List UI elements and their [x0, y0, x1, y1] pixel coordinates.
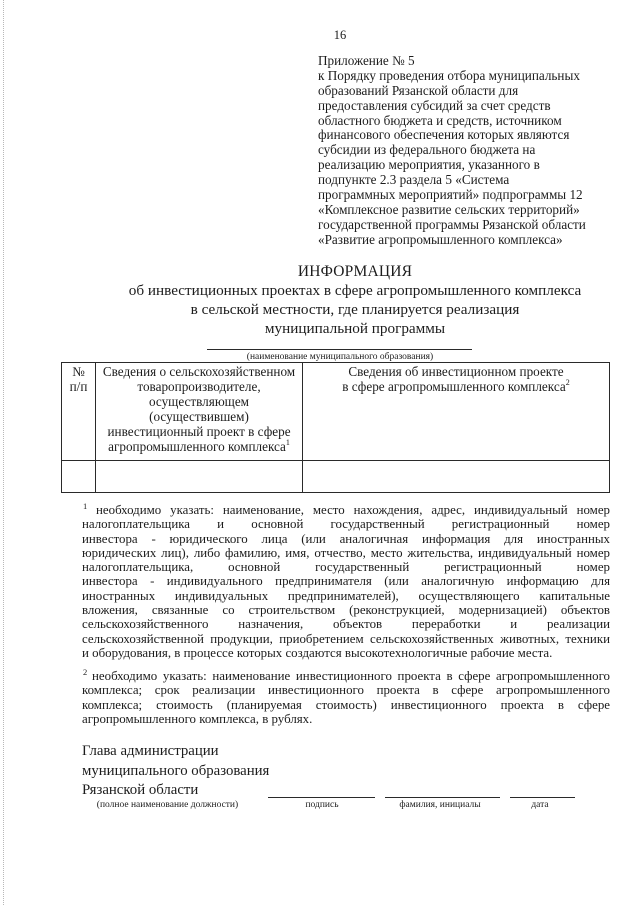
footnote-line: налогоплательщика, основной государственный регистрационный номер [82, 560, 610, 575]
footnote-marker: 1 [83, 501, 88, 511]
info-table [61, 362, 610, 493]
footnote-line: вложения, связанные со строительством (реконструкцией, модернизацией) объектов [82, 603, 610, 618]
header-line-with-ref [305, 379, 607, 394]
signature-block [82, 742, 269, 801]
name-underline [385, 797, 500, 798]
footnote-line: комплекса; срок реализации инвестиционного проекта в сфере агропромышленного [82, 683, 610, 698]
date-underline [510, 797, 575, 798]
appendix-line: образований Рязанской области для [318, 82, 519, 98]
title-line: в сельской местности, где планируется реализация [190, 300, 520, 318]
footnote-1 [82, 503, 610, 660]
table-cell [96, 461, 303, 493]
table-cell [303, 461, 610, 493]
footnote-2 [82, 669, 610, 726]
footnote-line: сельскохозяйственной продукции, приобретением сельскохозяйственных животных, техники [82, 631, 610, 646]
footnote-line: иностранных индивидуальных предпринимателей), осуществляющего капитальные [82, 588, 610, 603]
signature-underline [268, 797, 375, 798]
header-line: (осуществившем) [149, 409, 249, 425]
footnote-line: инвестора - индивидуального предпринимателя (или аналогичную информацию для [82, 574, 610, 589]
caption-date: дата [531, 800, 549, 810]
appendix-title: Приложение № 5 [318, 53, 415, 68]
signature-position-line: Глава администрации [82, 743, 219, 759]
appendix-line: областного бюджета и средств, источником [318, 112, 562, 128]
scan-edge-line [3, 0, 4, 905]
header-line-with-ref [98, 439, 300, 454]
header-line: п/п [69, 379, 88, 395]
footnote-line: необходимо указать: наименование инвестиционного проекта в сфере агропромышленного [92, 669, 610, 683]
table-cell [62, 461, 96, 493]
appendix-line: реализацию мероприятия, указанного в [318, 157, 540, 173]
appendix-line: «Комплексное развитие сельских территорий» [318, 201, 580, 217]
footnote-line: комплекса; стоимость (планируемая стоимость) инвестиционного проекта в сфере [82, 697, 610, 712]
footnote-line: необходимо указать: наименование, место нахождения, адрес, индивидуальный номер [96, 503, 610, 517]
footnote-line: и оборудования, в процессе которых создаются высокотехнологичные рабочие места. [82, 645, 553, 660]
footnote-line: инвестора - юридического лица (или аналогичная информация для иностранных [82, 531, 610, 546]
municipality-name-field [207, 349, 472, 350]
appendix-line: «Развитие агропромышленного комплекса» [318, 231, 563, 247]
footnote-line: налогоплательщика и основной государственный регистрационный номер [82, 517, 610, 532]
appendix-line: предоставления субсидий за счет средств [318, 97, 551, 113]
header-cell-producer [96, 363, 303, 461]
appendix-line: программных мероприятий» подпрограммы 12 [318, 187, 583, 203]
header-cell-project [303, 363, 610, 461]
header-cell-number [62, 363, 96, 461]
header-line: № [72, 364, 85, 379]
appendix-line: финансового обеспечения которых являются [318, 127, 570, 143]
header-line: осуществляющем [148, 394, 250, 410]
table-row [62, 461, 610, 493]
footnote-line: агропромышленного комплекса, в рублях. [82, 711, 313, 726]
municipality-caption: (наименование муниципального образования) [246, 352, 434, 362]
signature-position-line: муниципального образования [82, 762, 270, 779]
document-title [100, 262, 610, 338]
header-line: Сведения о сельскохозяйственном [102, 364, 296, 379]
footnote-ref: 1 [285, 438, 290, 448]
page-number: 16 [333, 28, 347, 42]
appendix-block [318, 54, 628, 248]
footnote-ref: 2 [565, 378, 570, 388]
header-line: агропромышленного комплекса [108, 439, 286, 455]
appendix-line: подпункте 2.3 раздела 5 «Система [318, 172, 510, 188]
footnote-line: сельскохозяйственного назначения, объектов переработки и реализации [82, 617, 610, 632]
header-line: товаропроизводителе, [137, 379, 261, 395]
header-line: инвестиционный проект в сфере [107, 424, 291, 440]
header-line: в сфере агропромышленного комплекса [342, 379, 566, 395]
appendix-line: к Порядку проведения отбора муниципальных [318, 67, 580, 83]
title-heading: ИНФОРМАЦИЯ [297, 263, 413, 280]
title-line: об инвестиционных проектах в сфере агропромышленного комплекса [128, 282, 582, 299]
caption-signature: подпись [305, 800, 339, 810]
header-line: Сведения об инвестиционном проекте [348, 364, 564, 379]
footnote-marker: 2 [83, 667, 88, 677]
signature-position-line: Рязанской области [82, 782, 199, 798]
title-line: муниципальной программы [264, 319, 446, 337]
caption-position: (полное наименование должности) [96, 800, 239, 810]
caption-name: фамилия, инициалы [399, 800, 481, 810]
footnote-line: юридических лиц), либо фамилию, имя, отчество, место жительства, индивидуальный номер [82, 545, 610, 560]
appendix-line: субсидии из федерального бюджета на [318, 142, 536, 158]
appendix-line: государственной программы Рязанской области [318, 216, 586, 232]
table-header-row [62, 363, 610, 461]
